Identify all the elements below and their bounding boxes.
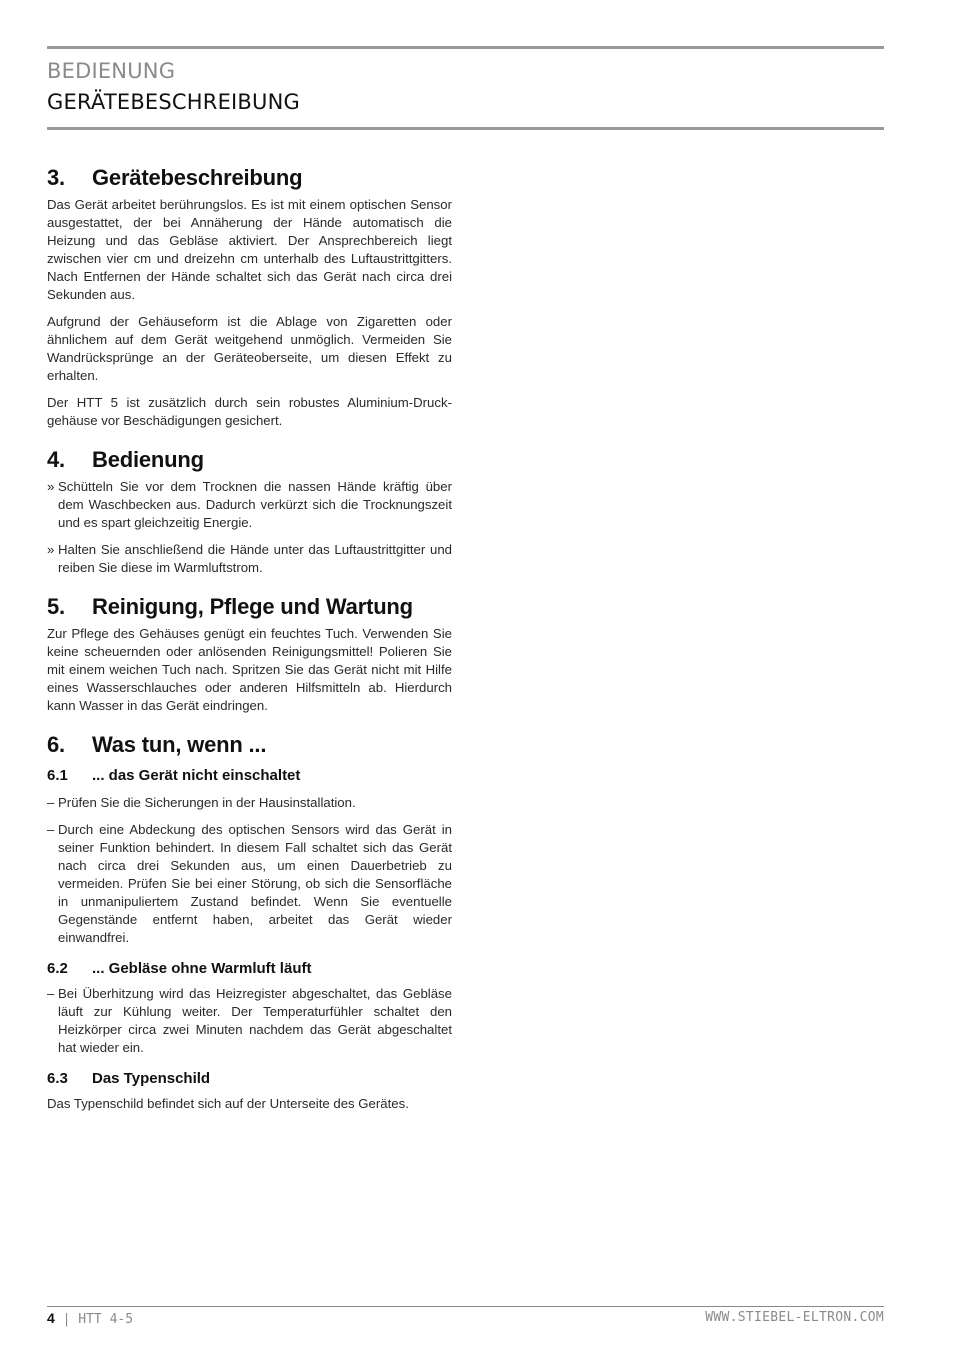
section-number: 6. xyxy=(47,732,65,757)
section-title: Reinigung, Pflege und Wartung xyxy=(92,594,413,619)
dash-mark: – xyxy=(47,822,55,837)
list-item xyxy=(47,985,452,1057)
subsection-title: ... Gebläse ohne Warmluft läuft xyxy=(92,960,312,977)
page-number: 4 xyxy=(47,1310,55,1326)
main-content xyxy=(47,160,452,1113)
subsection-6-3-heading xyxy=(47,1066,452,1092)
footer-website: WWW.STIEBEL-ELTRON.COM xyxy=(705,1310,884,1325)
section-title: Was tun, wenn ... xyxy=(92,732,267,757)
dash-mark: – xyxy=(47,986,55,1001)
header-section-title: BEDIENUNG xyxy=(47,59,176,83)
section-number: 3. xyxy=(47,165,65,190)
list-item xyxy=(47,821,452,947)
section-5-heading xyxy=(47,589,452,625)
header-top-rule xyxy=(47,46,884,49)
subsection-title: Das Typenschild xyxy=(92,1070,211,1087)
list-item xyxy=(47,541,452,577)
section-number: 4. xyxy=(47,447,65,472)
subsection-number: 6.1 xyxy=(47,767,68,784)
subsection-6-1-heading xyxy=(47,763,452,789)
list-item-text: Halten Sie anschließend die Hände unter das Luftaustrittgitter und reiben Sie diese im Warmluftstrom. xyxy=(58,542,452,575)
bullet-mark: » xyxy=(47,479,55,494)
header-subsection-title: GERÄTEBESCHREIBUNG xyxy=(47,90,300,114)
footer-separator: | xyxy=(62,1312,71,1327)
paragraph: Aufgrund der Gehäuseform ist die Ablage von Zigaretten oder ähnlichem auf dem Gerät weitgehend unmöglich. Vermeiden Sie Wandrücksprünge an der Geräteoberseite, um diesen Effekt zu erhalten. xyxy=(47,314,452,383)
section-6-heading xyxy=(47,727,452,763)
list-item xyxy=(47,478,452,532)
paragraph: Das Gerät arbeitet berührungslos. Es ist mit einem optischen Sensor ausgestattet, der bei Annäherung der Hände automatisch die Heizung und das Gebläse aktiviert. Der Ansprechbereich liegt zwischen vier cm und dreizehn cm unterhalb des Luftaustrittgitters. Nach Entfernen der Hände schaltet sich das Gerät nach circa drei Sekunden aus. xyxy=(47,197,452,302)
footer-rule xyxy=(47,1306,884,1307)
list-item xyxy=(47,794,452,812)
list-item-text: Prüfen Sie die Sicherungen in der Hausinstallation. xyxy=(58,795,356,810)
subsection-number: 6.3 xyxy=(47,1070,68,1087)
section-title: Bedienung xyxy=(92,447,204,472)
paragraph: Der HTT 5 ist zusätzlich durch sein robustes Aluminium-Druckgehäuse vor Beschädigungen gesichert. xyxy=(47,395,452,428)
subsection-6-2-heading xyxy=(47,956,452,982)
subsection-title: ... das Gerät nicht einschaltet xyxy=(92,767,301,784)
header-bottom-rule xyxy=(47,127,884,130)
list-item-text: Schütteln Sie vor dem Trocknen die nassen Hände kräftig über dem Waschbecken aus. Dadurch verkürzt sich die Trocknungszeit und es spart gleichzeitig Energie. xyxy=(58,479,452,530)
list-item-text: Durch eine Abdeckung des optischen Sensors wird das Gerät in seiner Funktion behindert. In diesem Fall schaltet sich das Gerät nach circa drei Sekunden aus, um einen Dauerbetrieb zu vermeiden. Prüfen Sie bei einer Störung, ob sich die Sensorfläche in unmanipuliertem Zustand befindet. Wenn Sie eventuelle Gegenstände entfernt haben, arbeitet das Gerät wieder einwandfrei. xyxy=(58,822,452,945)
dash-mark: – xyxy=(47,795,55,810)
section-4-heading xyxy=(47,442,452,478)
footer xyxy=(47,1309,884,1327)
subsection-number: 6.2 xyxy=(47,960,68,977)
paragraph: Das Typenschild befindet sich auf der Unterseite des Gerätes. xyxy=(47,1096,409,1111)
list-item-text: Bei Überhitzung wird das Heizregister abgeschaltet, das Gebläse läuft zur Kühlung weiter. Der Temperaturfühler schaltet den Heizkörper circa zwei Minuten nachdem das Gerät abgeschaltet hat wieder ein. xyxy=(58,986,452,1055)
bullet-mark: » xyxy=(47,542,55,557)
section-number: 5. xyxy=(47,594,65,619)
section-title: Gerätebeschreibung xyxy=(92,165,303,190)
section-3-heading xyxy=(47,160,452,196)
footer-model: HTT 4-5 xyxy=(78,1312,134,1327)
paragraph: Zur Pflege des Gehäuses genügt ein feuchtes Tuch. Verwenden Sie keine scheuernden oder anlösenden Reinigungsmittel! Polieren Sie mit einem weichen Tuch nach. Spritzen Sie das Gerät nicht mit Hilfe eines Wasserschlauches oder anderen Hilfsmitteln ab. Hierdurch kann Wasser in das Gerät eindringen. xyxy=(47,626,452,713)
